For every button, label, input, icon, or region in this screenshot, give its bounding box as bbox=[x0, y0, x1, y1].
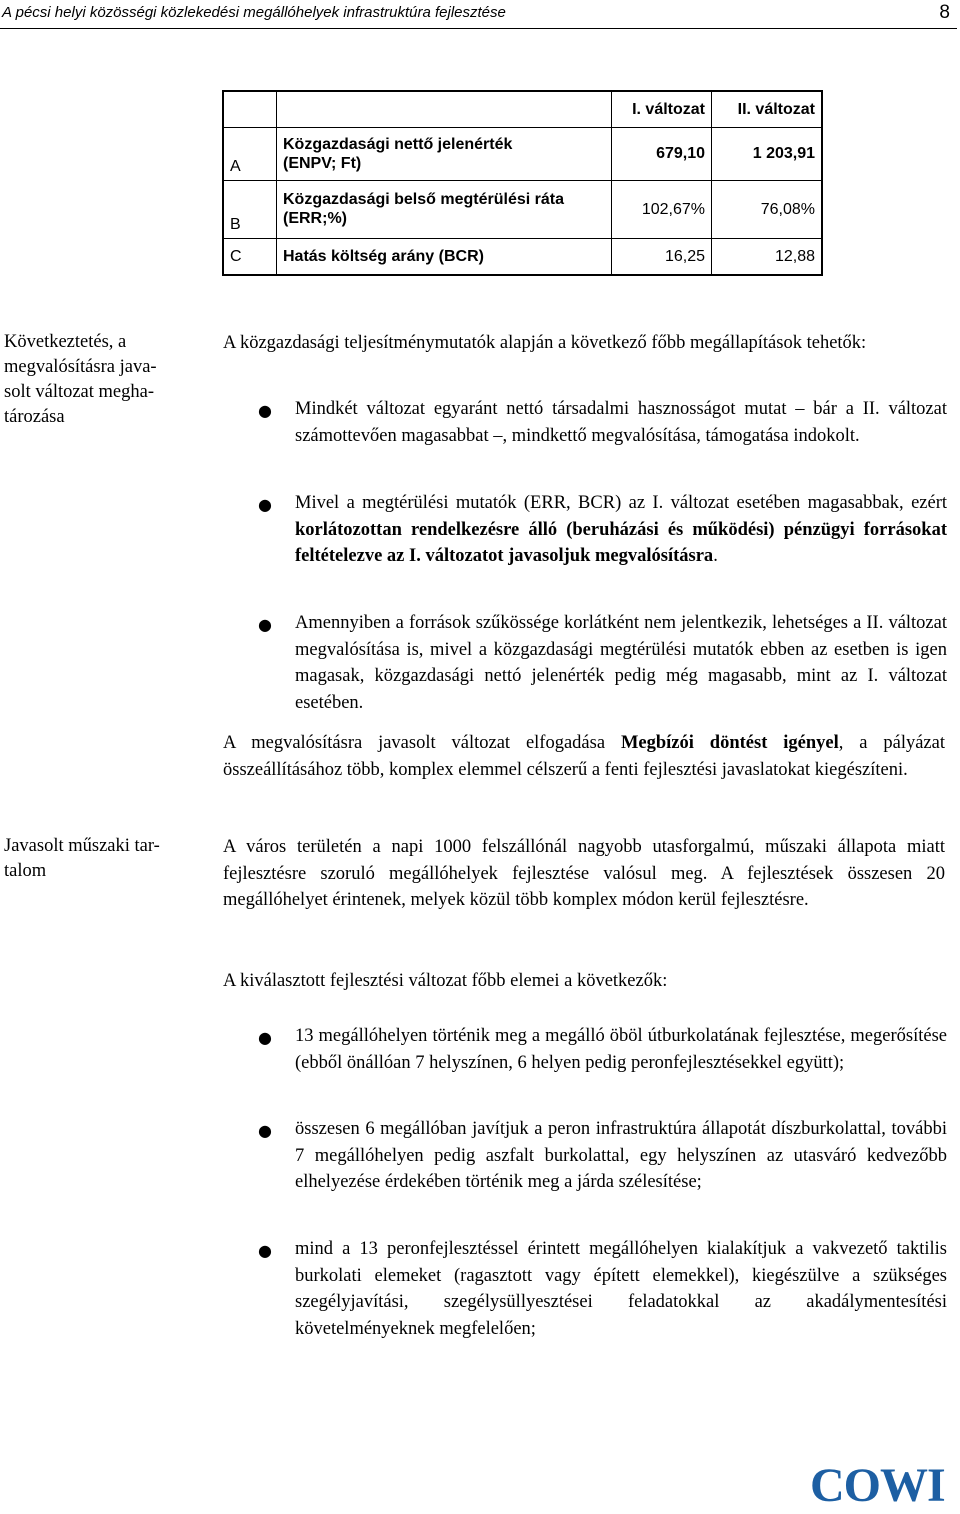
row-value-v1: 102,67% bbox=[612, 180, 712, 238]
conclusion-bullet-3: Amennyiben a források szűkössége korlátként nem jelentkezik, lehetséges a II. változat megvalósítása is, mivel a közgazdasági megtérülési mutatók ebben az esetben is igen magasak, közgazdasági nettó jelenérték pedig még magasabb, mint az I. változat esetében. bbox=[295, 613, 947, 713]
conclusion-bullet-2: Mivel a megtérülési mutatók (ERR, BCR) az I. változat esetében magasabbak, ezért korlátozottan rendelkezésre álló (beruházási és működési) pénzügyi forrásokat feltételezve az I. változatot javasoljuk megvalósításra. bbox=[295, 493, 947, 566]
row-label: B bbox=[223, 180, 277, 238]
page-number: 8 bbox=[939, 2, 950, 23]
bullet-icon: ● bbox=[258, 1121, 272, 1140]
technical-para-2: A kiválasztott fejlesztési változat főbb elemei a következők: bbox=[223, 971, 668, 991]
col-header-v2: II. változat bbox=[712, 91, 823, 127]
header-title: A pécsi helyi közösségi közlekedési megállóhelyek infrastruktúra fejlesztése bbox=[2, 4, 506, 21]
table-header-row bbox=[223, 91, 822, 127]
conclusion-intro: A közgazdasági teljesítménymutatók alapján a következő főbb megállapítások tehetők: bbox=[223, 333, 867, 353]
row-desc: Közgazdasági nettő jelenérték (ENPV; Ft) bbox=[277, 127, 612, 180]
header-rule bbox=[0, 28, 957, 29]
cowi-logo: COWI bbox=[810, 1459, 945, 1512]
col-header-v1: I. változat bbox=[612, 91, 712, 127]
side-label-conclusion: Következtetés, a megvalósításra java- solt változat megha- tározása bbox=[4, 332, 157, 427]
bullet-icon: ● bbox=[258, 615, 272, 634]
bullet-icon: ● bbox=[258, 495, 272, 514]
technical-bullet-1: 13 megállóhelyen történik meg a megálló öböl útburkolatának fejlesztése, megerősítése (ebből önállóan 7 helyszínen, 6 helyen pedig peronfejlesztésekkel együtt); bbox=[295, 1026, 947, 1073]
bullet-icon: ● bbox=[258, 1241, 272, 1260]
bullet-icon: ● bbox=[258, 1028, 272, 1047]
row-label: A bbox=[223, 127, 277, 180]
bullet-icon: ● bbox=[258, 401, 272, 420]
technical-bullet-3: mind a 13 peronfejlesztéssel érintett megállóhelyen kialakítjuk a vakvezető taktilis burkolati elemeket (ragasztott vagy épített elemekkel), kiegészülve a szükséges szegélyjavítási, szegélysüllyesztései feladatokkal az akadálymentesítési követelményeknek megfelelően; bbox=[295, 1239, 947, 1339]
row-value-v2: 76,08% bbox=[712, 180, 823, 238]
row-label: C bbox=[223, 238, 277, 275]
conclusion-bullet-1: Mindkét változat egyaránt nettó társadalmi hasznosságot mutat – bár a II. változat számottevően magasabbat –, mindkettő megvalósítása, támogatása indokolt. bbox=[295, 399, 947, 446]
table-row bbox=[223, 127, 822, 180]
row-value-v1: 679,10 bbox=[612, 127, 712, 180]
table-row bbox=[223, 238, 822, 275]
row-desc: Hatás költség arány (BCR) bbox=[277, 238, 612, 275]
row-value-v2: 1 203,91 bbox=[712, 127, 823, 180]
table-row bbox=[223, 180, 822, 238]
row-desc: Közgazdasági belső megtérülési ráta (ERR;%) bbox=[277, 180, 612, 238]
side-label-technical: Javasolt műszaki tar- talom bbox=[4, 836, 160, 881]
technical-bullet-2: összesen 6 megállóban javítjuk a peron infrastruktúra állapotát díszburkolattal, további 7 megállóhelyen pedig aszfalt burkolattal, egy helyszínen az utasváró kedvezőbb elhelyezése érdekében történik meg a járda szélesítése; bbox=[295, 1119, 947, 1192]
results-table bbox=[222, 90, 823, 276]
technical-para-1: A város területén a napi 1000 felszállónál nagyobb utasforgalmú, műszaki állapota miatt fejlesztésre szoruló megállóhelyek fejlesztése valósul meg. A fejlesztések összesen 20 megállóhelyet érintenek, melyek közül több komplex módon kerül fejlesztésre. bbox=[223, 837, 945, 910]
conclusion-closing: A megvalósításra javasolt változat elfogadása Megbízói döntést igényel, a pályázat összeállításához több, komplex elemmel célszerű a fenti fejlesztési javaslatokat kiegészíteni. bbox=[223, 733, 945, 780]
row-value-v2: 12,88 bbox=[712, 238, 823, 275]
row-value-v1: 16,25 bbox=[612, 238, 712, 275]
page-header bbox=[2, 4, 954, 21]
